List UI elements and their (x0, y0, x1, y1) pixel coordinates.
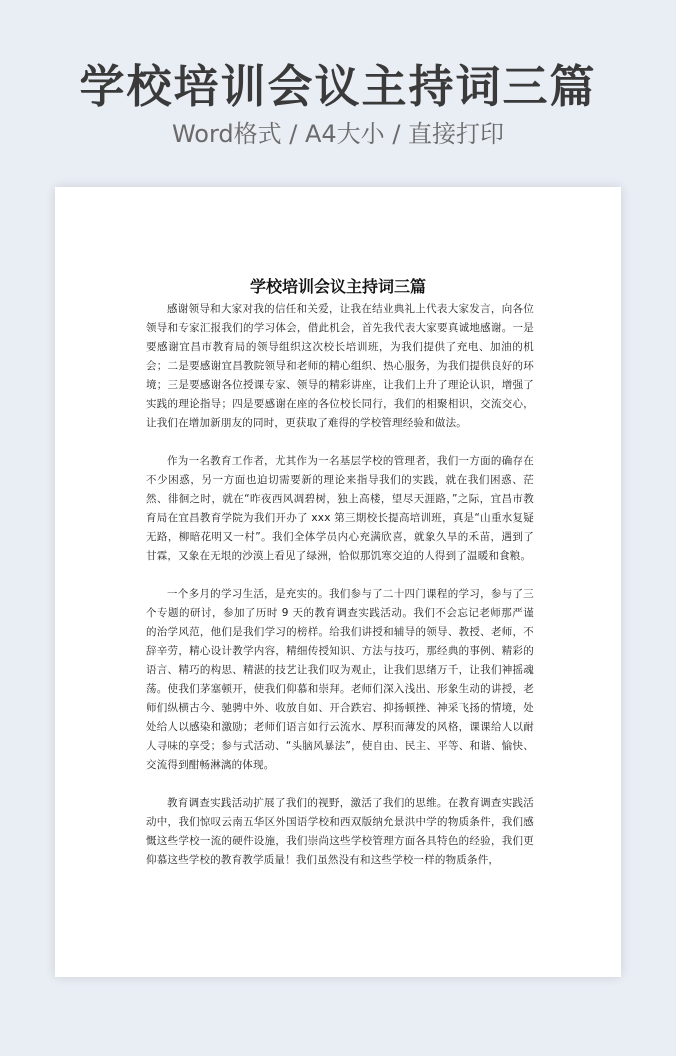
document-body (146, 300, 534, 889)
document-title: 学校培训会议主持词三篇 (249, 277, 426, 296)
banner-subtitle: Word格式 / A4大小 / 直接打印 (171, 120, 505, 148)
paragraph-2: 作为一名教育工作者，尤其作为一名基层学校的管理者，我们一方面的确存在不少困惑，另一方面也迫切需要新的理论来指导我们的实践，就在我们困惑、茫然、徘徊之时，就在“昨夜西风凋碧树，独上高楼，望尽天涯路，”之际，宜昌市教育局在宜昌教育学院为我们开办了 xxx 第三期校长提高培训班，真是“山重水复疑无路，柳暗花明又一村”。我们全体学员内心充满欣喜，就象久旱的禾苗，遇到了甘霖，又象在无垠的沙漠上看见了绿洲，恰似那饥寒交迫的人得到了温暖和食粮。 (146, 455, 534, 562)
paragraph-1: 感谢领导和大家对我的信任和关爱，让我在结业典礼上代表大家发言，向各位领导和专家汇报我们的学习体会，借此机会，首先我代表大家要真诚地感谢。一是要感谢宜昌市教育局的领导组织这次校长培训班，为我们提供了充电、加油的机会；二是要感谢宜昌教院领导和老师的精心组织、热心服务，为我们提供良好的环境；三是要感谢各位授课专家、领导的精彩讲座，让我们上升了理论认识，增强了实践的理论指导；四是要感谢在座的各位校长同行，我们的相聚相识，交流交心，让我们在增加新朋友的同时，更获取了难得的学校管理经验和做法。 (146, 303, 534, 429)
paragraph-3: 一个多月的学习生活，是充实的。我们参与了二十四门课程的学习，参与了三个专题的研讨，参加了历时 9 天的教育调查实践活动。我们不会忘记老师那严谨的治学风范，他们是我们学习的榜样。给我们讲授和辅导的领导、教授、老师，不辞辛劳，精心设计教学内容，精细传授知识、方法与技巧，那经典的事例、精彩的语言、精巧的构思、精湛的技艺让我们叹为观止，让我们思绪万千，让我们神摇魂荡。使我们茅塞顿开，使我们仰慕和崇拜。老师们深入浅出、形象生动的讲授，老师们纵横古今、驰骋中外、收放自如、开合跌宕、抑扬顿挫、神采飞扬的情境，处处给人以感染和激励；老师们语言如行云流水、厚积而薄发的风格，课课给人以耐人寻味的享受；参与式活动、“头脑风暴法”，使自由、民主、平等、和谐、愉快、交流得到酣畅淋漓的体现。 (146, 588, 534, 771)
document-page (55, 187, 621, 977)
banner-title: 学校培训会议主持词三篇 (79, 60, 597, 113)
paragraph-4: 教育调查实践活动扩展了我们的视野，激活了我们的思维。在教育调查实践活动中，我们惊叹云南五华区外国语学校和西双版纳允景洪中学的物质条件，我们感慨这些学校一流的硬件设施，我们崇尚这些学校管理方面各具特色的经验，我们更仰慕这些学校的教育教学质量！我们虽然没有和这些学校一样的物质条件， (146, 797, 534, 866)
